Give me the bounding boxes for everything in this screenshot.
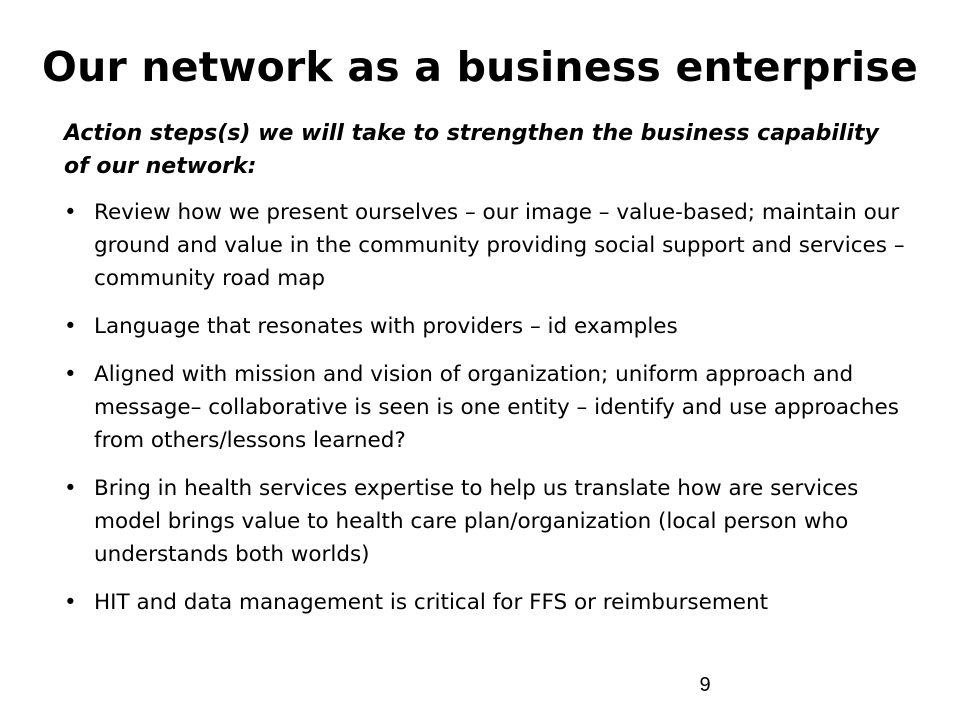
- slide-title: Our network as a business enterprise: [42, 43, 918, 91]
- page-number: 9: [699, 674, 711, 696]
- bullet-item: [64, 358, 910, 457]
- bullet-icon: •: [64, 590, 77, 615]
- bullet-icon: •: [64, 362, 77, 387]
- bullet-list: [64, 196, 910, 634]
- bullet-item: [64, 586, 910, 619]
- bullet-text: Language that resonates with providers – id examples: [94, 314, 678, 339]
- bullet-text: Bring in health services expertise to help us translate how are services model brings value to health care plan/organization (local person who understands both worlds): [94, 476, 859, 567]
- bullet-icon: •: [64, 476, 77, 501]
- bullet-item: [64, 472, 910, 571]
- bullet-icon: •: [64, 314, 77, 339]
- bullet-text: Aligned with mission and vision of organization; uniform approach and message– collaborative is seen is one entity – identify and use approaches from others/lessons learned?: [94, 362, 899, 453]
- bullet-icon: •: [64, 200, 77, 225]
- slide-subtitle: Action steps(s) we will take to strengthen the business capability of our network:: [64, 121, 879, 179]
- bullet-text: HIT and data management is critical for FFS or reimbursement: [94, 590, 769, 615]
- bullet-text: Review how we present ourselves – our image – value-based; maintain our ground and value in the community providing social support and services – community road map: [94, 200, 905, 291]
- bullet-item: [64, 310, 910, 343]
- bullet-item: [64, 196, 910, 295]
